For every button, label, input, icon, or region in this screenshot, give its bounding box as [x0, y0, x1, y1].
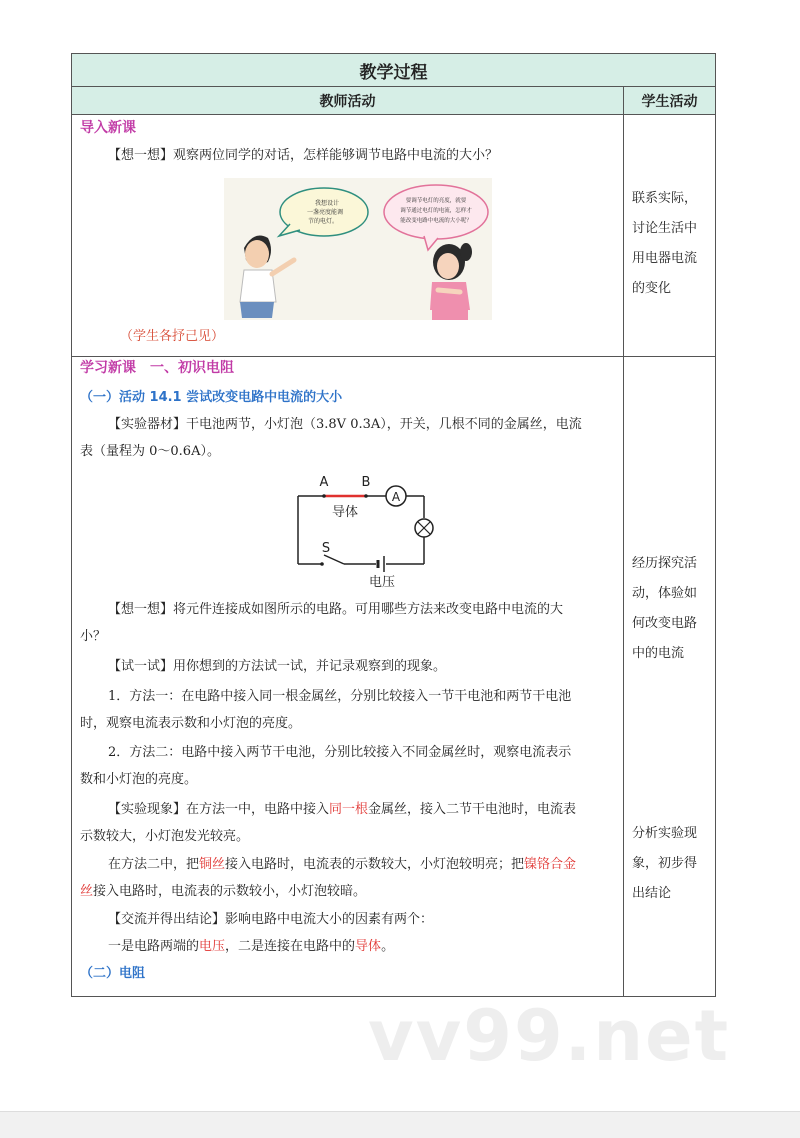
circuit-diagram	[288, 472, 438, 590]
highlight-conductor: 导体	[355, 939, 382, 954]
switch-label: S	[321, 541, 331, 556]
method1-line-1: 1．方法一：在电路中接入同一根金属丝，分别比较接入一节干电池和两节干电池	[108, 689, 572, 704]
think-line-2: 小？	[80, 629, 107, 644]
method2-result-line-2: 丝接入电路时，电流表的示数较小，小灯泡较暗。	[80, 884, 367, 899]
watermark: vv99.net	[368, 995, 731, 1077]
highlight-copper: 铜丝	[199, 857, 226, 872]
point-b-label: B	[361, 475, 371, 490]
highlight-voltage: 电压	[199, 939, 226, 954]
bubble-boy-line-2: 一盏亮度能调	[306, 209, 344, 216]
point-a-label: A	[319, 475, 329, 490]
phenomenon-line-1: 【实验现象】在方法一中，电路中接入同一根金属丝，接入二节干电池时，电流表	[108, 802, 577, 817]
student-activity-intro: 联系实际， 讨论生活中 用电器电流 的变化	[632, 191, 698, 296]
method1-line-2: 时，观察电流表示数和小灯泡的亮度。	[80, 716, 302, 731]
highlight-nichrome: 镍铬合金	[524, 857, 577, 872]
bubble-girl-line-3: 能改变电路中电流的大小呢？	[400, 218, 472, 224]
table-title: 教学过程	[72, 54, 715, 87]
try-text: 【试一试】用你想到的方法试一试，并记录观察到的现象。	[108, 659, 447, 674]
method2-line-1: 2．方法二：电路中接入两节干电池，分别比较接入不同金属丝时，观察电流表示	[108, 745, 572, 760]
ammeter-label: A	[391, 490, 401, 504]
method2-result-line-1: 在方法二中，把铜丝接入电路时，电流表的示数较大，小灯泡较明亮；把镍铬合金	[108, 857, 577, 872]
bottom-bar	[0, 1111, 800, 1138]
highlight-same-wire: 同一根	[329, 802, 369, 817]
conductor-label: 导体	[331, 505, 359, 520]
girl-speech-bubble	[384, 185, 488, 250]
bubble-girl-line-1: 要调节电灯的亮度，就要	[405, 198, 467, 204]
dialogue-illustration	[224, 178, 492, 320]
bubble-boy-line-1: 我想设计	[314, 200, 340, 207]
bubble-girl-line-2: 调节通过电灯的电流，怎样才	[400, 208, 472, 214]
student-activity-analyze: 分析实验现 象，初步得 出结论	[632, 826, 698, 901]
materials-line-2: 表（量程为 0～0.6A）。	[80, 444, 220, 459]
think-line-1: 【想一想】将元件连接成如图所示的电路。可用哪些方法来改变电路中电流的大	[108, 602, 564, 617]
intro-note: （学生各抒己见）	[120, 329, 225, 344]
teacher-activity-header: 教师活动	[72, 87, 624, 114]
student-activity-header: 学生活动	[641, 93, 698, 110]
column-divider	[623, 114, 624, 996]
materials-line-1: 【实验器材】干电池两节，小灯泡（3.8V 0.3A），开关，几根不同的金属丝，电流	[108, 417, 582, 432]
boy-figure	[240, 236, 294, 318]
factors-text: 一是电路两端的电压，二是连接在电路中的导体。	[108, 939, 395, 954]
activity-title: （一）活动 14.1 尝试改变电路中电流的大小	[80, 390, 343, 405]
voltage-label: 电压	[368, 575, 396, 590]
subheading-resistance: （二）电阻	[80, 966, 146, 981]
boy-speech-bubble	[279, 188, 368, 236]
lesson-table	[71, 53, 716, 997]
student-activity-explore: 经历探究活 动，体验如 何改变电路 中的电流	[632, 556, 698, 661]
intro-think-text: 【想一想】观察两位同学的对话，怎样能够调节电路中电流的大小？	[108, 148, 499, 163]
table-header-row	[72, 87, 715, 115]
phenomenon-line-2: 示数较大，小灯泡发光较亮。	[80, 829, 250, 844]
girl-figure	[430, 243, 472, 320]
switch-symbol	[324, 555, 344, 564]
bubble-boy-line-3: 节的电灯。	[307, 218, 339, 225]
conclusion-text: 【交流并得出结论】影响电路中电流大小的因素有两个：	[108, 912, 434, 927]
section-new-heading: 学习新课 一、初识电阻	[80, 360, 234, 376]
method2-line-2: 数和小灯泡的亮度。	[80, 772, 198, 787]
section-intro-heading: 导入新课	[80, 120, 136, 136]
